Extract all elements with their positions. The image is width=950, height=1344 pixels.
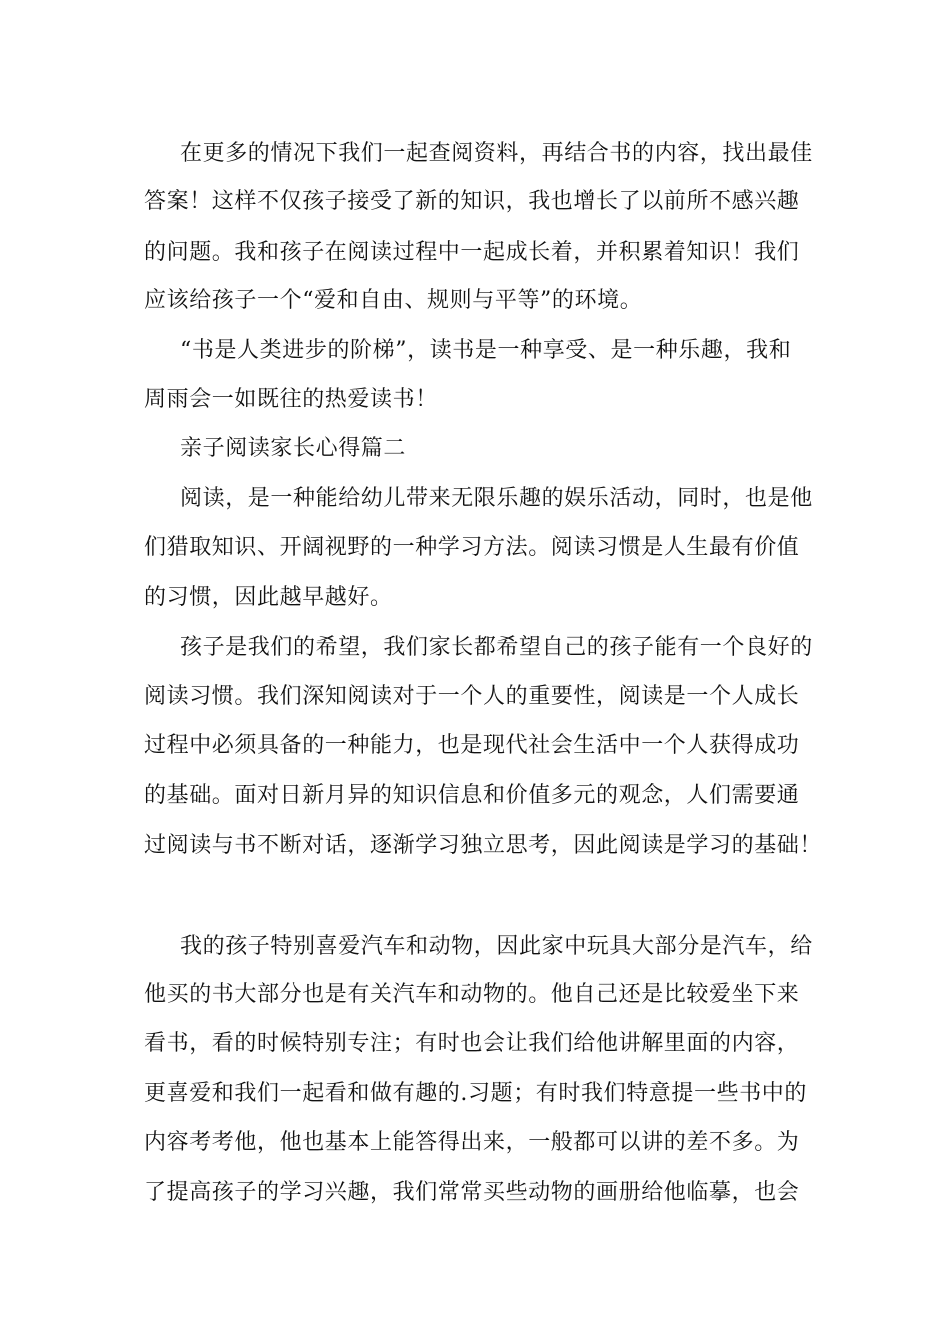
paragraph-line: 他买的书大部分也是有关汽车和动物的。他自己还是比较爱坐下来 (144, 982, 800, 1007)
paragraph-line: 的问题。我和孩子在阅读过程中一起成长着，并积累着知识！我们 (144, 240, 800, 265)
paragraph-line: 了提高孩子的学习兴趣，我们常常买些动物的画册给他临摹，也会 (144, 1180, 800, 1205)
paragraph-line: 的习惯，因此越早越好。 (144, 585, 393, 610)
paragraph-line: 看书，看的时候特别专注；有时也会让我们给他讲解里面的内容， (144, 1031, 800, 1056)
paragraph-line: 答案！这样不仅孩子接受了新的知识，我也增长了以前所不感兴趣 (144, 189, 800, 214)
section-heading: 亲子阅读家长心得篇二 (180, 436, 407, 461)
paragraph-line: 应该给孩子一个“爱和自由、规则与平等”的环境。 (144, 288, 643, 313)
paragraph-line: “书是人类进步的阶梯”，读书是一种享受、是一种乐趣，我和 (180, 338, 792, 363)
paragraph-line: 更喜爱和我们一起看和做有趣的.习题；有时我们特意提一些书中的 (144, 1081, 807, 1106)
paragraph-line: 在更多的情况下我们一起查阅资料，再结合书的内容，找出最佳 (180, 141, 813, 166)
paragraph-line: 阅读，是一种能给幼儿带来无限乐趣的娱乐活动，同时，也是他 (180, 486, 813, 511)
paragraph-line: 周雨会一如既往的热爱读书！ (144, 387, 438, 412)
paragraph-line: 孩子是我们的希望，我们家长都希望自己的孩子能有一个良好的 (180, 635, 813, 660)
paragraph-line: 的基础。面对日新月异的知识信息和价值多元的观念，人们需要通 (144, 783, 800, 808)
paragraph-line: 们猎取知识、开阔视野的一种学习方法。阅读习惯是人生最有价值 (144, 535, 800, 560)
paragraph-line: 过阅读与书不断对话，逐渐学习独立思考，因此阅读是学习的基础！ (144, 833, 823, 858)
paragraph-line: 阅读习惯。我们深知阅读对于一个人的重要性，阅读是一个人成长 (144, 684, 800, 709)
paragraph-line: 过程中必须具备的一种能力，也是现代社会生活中一个人获得成功 (144, 733, 800, 758)
paragraph-line: 我的孩子特别喜爱汽车和动物，因此家中玩具大部分是汽车，给 (180, 934, 813, 959)
paragraph-line: 内容考考他，他也基本上能答得出来，一般都可以讲的差不多。为 (144, 1130, 800, 1155)
